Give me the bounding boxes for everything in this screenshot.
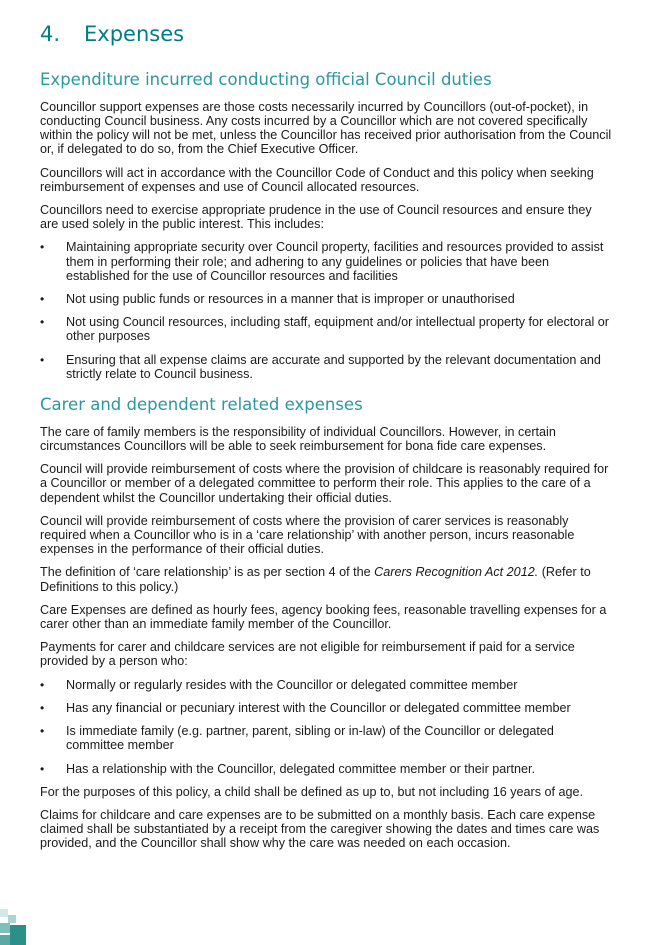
- document-page: [40, 22, 612, 860]
- paragraph: The care of family members is the responsibility of individual Councillors. However, in certain circumstances Councillors will be able to seek reimbursement for bona fide care expenses.: [40, 424, 556, 454]
- bullet-icon: •: [40, 677, 45, 692]
- paragraph: Council will provide reimbursement of costs where the provision of childcare is reasonably required for a Councillor or member of a delegated committee to perform their role. This applies to the care of a dependent whilst the Councillor undertaking their official duties.: [40, 462, 609, 505]
- footer-square: [0, 923, 10, 933]
- act-title: Carers Recognition Act 2012.: [374, 565, 539, 580]
- paragraph: Claims for childcare and care expenses are to be submitted on a monthly basis. Each care expense claimed shall be substantiated by a receipt from the caregiver showing the dates and times care was provided, and the Councillor shall show why the care was needed on each occasion.: [40, 807, 600, 851]
- paragraph: Councillors will act in accordance with the Councillor Code of Conduct and this policy when seeking reimbursement of expenses and use of Council allocated resources.: [40, 165, 594, 194]
- bullet-icon: •: [40, 761, 45, 776]
- paragraph: Councillor support expenses are those costs necessarily incurred by Councillors (out-of-pocket), in conducting Council business. Any costs incurred by a Councillor which are not covered specifically within the policy will not be met, unless the Councillor has received prior authorisation from the Council or, if delegated to do so, from the Chief Executive Officer.: [40, 99, 612, 157]
- section-title: Expenses: [84, 22, 185, 46]
- list-item: • Has a relationship with the Councillor, delegated committee member or their partner.: [40, 761, 535, 776]
- bullet-icon: •: [40, 315, 45, 330]
- footer-square: [8, 915, 16, 923]
- footer-logo-mark: [0, 909, 30, 945]
- footer-square: [0, 935, 10, 945]
- bullet-icon: •: [40, 292, 45, 307]
- section-heading: [40, 22, 612, 46]
- list-item: • Not using Council resources, including staff, equipment and/or intellectual property for electoral or other purposes: [40, 315, 609, 344]
- subheading-carer: Carer and dependent related expenses: [40, 395, 363, 415]
- list-item: • Has any financial or pecuniary interest with the Councillor or delegated committee member: [40, 700, 571, 715]
- bullet-icon: •: [40, 700, 45, 715]
- bullet-icon: •: [40, 724, 45, 739]
- list-item: • Not using public funds or resources in a manner that is improper or unauthorised: [40, 292, 515, 307]
- bullet-list: [40, 240, 612, 381]
- footer-square: [10, 925, 26, 945]
- subheading-expenditure: Expenditure incurred conducting official Council duties: [40, 70, 492, 89]
- footer-square: [0, 909, 8, 917]
- definition-paragraph: The definition of ‘care relationship’ is as per section 4 of the Carers Recognition Act 2012. (Refer to Definitions to this policy.): [40, 565, 591, 594]
- paragraph: For the purposes of this policy, a child shall be defined as up to, but not including 16 years of age.: [40, 784, 584, 799]
- list-item: • Normally or regularly resides with the Councillor or delegated committee member: [40, 677, 518, 692]
- paragraph: Payments for carer and childcare services are not eligible for reimbursement if paid for a service provided by a person who:: [40, 640, 575, 669]
- bullet-icon: •: [40, 240, 45, 255]
- bullet-list: [40, 678, 612, 776]
- list-item: • Ensuring that all expense claims are accurate and supported by the relevant documentation and strictly relate to Council business.: [40, 352, 601, 381]
- paragraph: Councillors need to exercise appropriate prudence in the use of Council resources and ensure they are used solely in the public interest. This includes:: [40, 203, 592, 232]
- section-number: 4.: [40, 22, 61, 46]
- paragraph: Care Expenses are defined as hourly fees, agency booking fees, reasonable travelling expenses for a carer other than an immediate family member of the Councillor.: [40, 602, 607, 632]
- list-item: • Is immediate family (e.g. partner, parent, sibling or in-law) of the Councillor or delegated committee member: [40, 724, 554, 753]
- paragraph: Council will provide reimbursement of costs where the provision of carer services is reasonably required when a Councillor who is in a ‘care relationship’ with another person, incurs reasonable expenses in the performance of their official duties.: [40, 513, 575, 557]
- list-item: • Maintaining appropriate security over Council property, facilities and resources provided to assist them in performing their role; and adhering to any guidelines or policies that have been established for the use of Councillor resources and facilities: [40, 240, 604, 283]
- bullet-icon: •: [40, 352, 45, 367]
